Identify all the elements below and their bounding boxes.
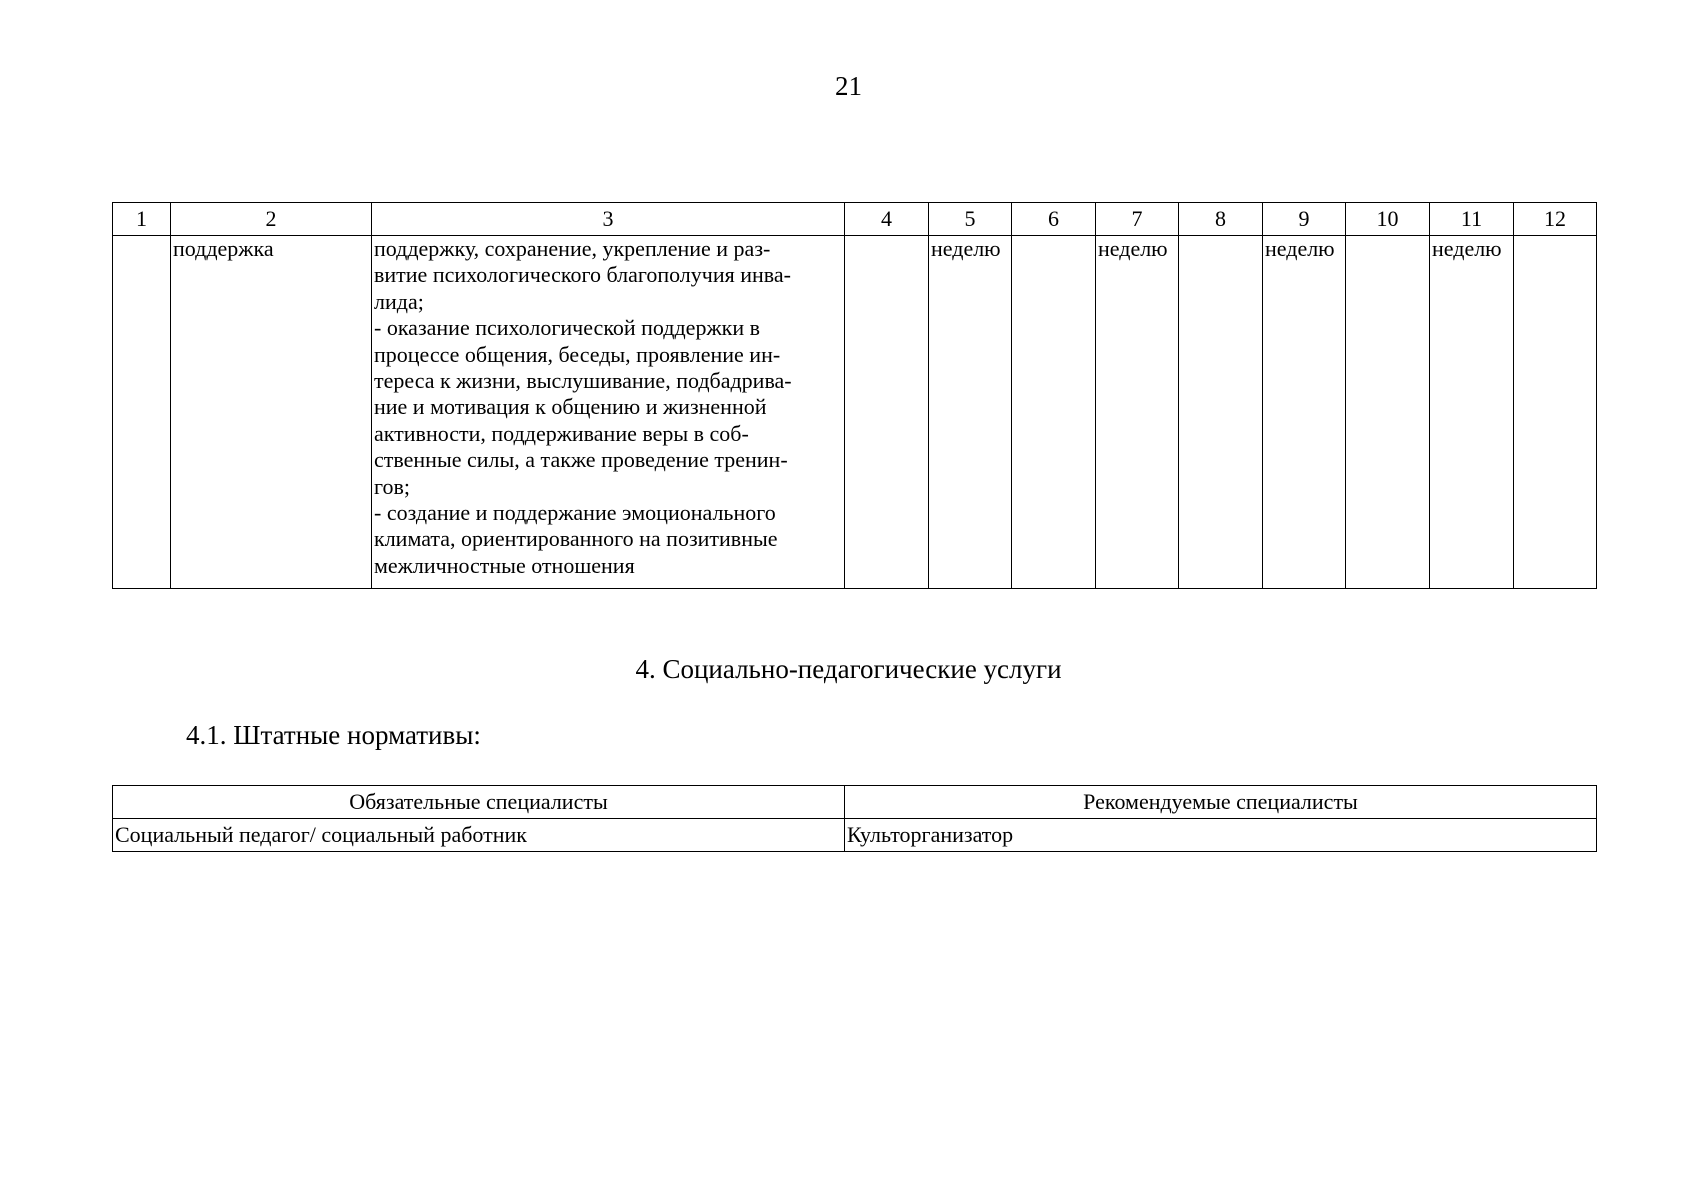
- column-number-2: 2: [171, 203, 372, 236]
- cell-col11: неделю: [1430, 236, 1514, 589]
- description-line: гов;: [374, 473, 410, 499]
- description-line: ние и мотивация к общению и жизненной: [374, 394, 767, 420]
- cell-col8: [1179, 236, 1263, 589]
- cell-col7: неделю: [1096, 236, 1179, 589]
- header-recommended-specialists: Рекомендуемые специалисты: [845, 786, 1597, 819]
- table-header-row: [113, 203, 1597, 236]
- column-number-6: 6: [1012, 203, 1096, 236]
- table-row: [113, 236, 1597, 589]
- description-line: поддержку, сохранение, укрепление и раз-: [374, 236, 771, 261]
- description-line: витие психологического благополучия инва-: [374, 262, 791, 288]
- cell-recommended-specialist: Культорганизатор: [845, 819, 1597, 852]
- column-number-8: 8: [1179, 203, 1263, 236]
- cell-service-name: поддержка: [171, 236, 372, 589]
- table-row: [113, 819, 1597, 852]
- description-line: лида;: [374, 288, 424, 314]
- column-number-5: 5: [929, 203, 1012, 236]
- column-number-3: 3: [372, 203, 845, 236]
- cell-col10: [1346, 236, 1430, 589]
- header-required-specialists: Обязательные специалисты: [113, 786, 845, 819]
- cell-col9: неделю: [1263, 236, 1346, 589]
- cell-col5: неделю: [929, 236, 1012, 589]
- cell-col12: [1514, 236, 1597, 589]
- description-line: межличностные отношения: [374, 552, 635, 578]
- staff-table-header-row: [113, 786, 1597, 819]
- description-line: - создание и поддержание эмоционального: [374, 500, 776, 526]
- description-line: активности, поддерживание веры в соб-: [374, 420, 749, 446]
- services-table: [112, 202, 1597, 589]
- column-number-11: 11: [1430, 203, 1514, 236]
- description-line: - оказание психологической поддержки в: [374, 315, 760, 341]
- description-line: климата, ориентированного на позитивные: [374, 526, 778, 552]
- description-line: процессе общения, беседы, проявление ин-: [374, 341, 781, 367]
- cell-service-description: [372, 236, 845, 589]
- cell-col4: [845, 236, 929, 589]
- staff-table: [112, 785, 1597, 852]
- column-number-7: 7: [1096, 203, 1179, 236]
- description-line: ственные силы, а также проведение тренин-: [374, 447, 788, 473]
- subsection-title: 4.1. Штатные нормативы:: [186, 720, 481, 750]
- section-title: 4. Социально-педагогические услуги: [635, 654, 1062, 684]
- column-number-10: 10: [1346, 203, 1430, 236]
- column-number-1: 1: [113, 203, 171, 236]
- cell-col1: [113, 236, 171, 589]
- cell-required-specialist: Социальный педагог/ социальный работник: [113, 819, 845, 852]
- description-line: тереса к жизни, выслушивание, подбадрива-: [374, 368, 792, 394]
- column-number-12: 12: [1514, 203, 1597, 236]
- cell-col6: [1012, 236, 1096, 589]
- page-number: 21: [835, 71, 862, 101]
- column-number-4: 4: [845, 203, 929, 236]
- column-number-9: 9: [1263, 203, 1346, 236]
